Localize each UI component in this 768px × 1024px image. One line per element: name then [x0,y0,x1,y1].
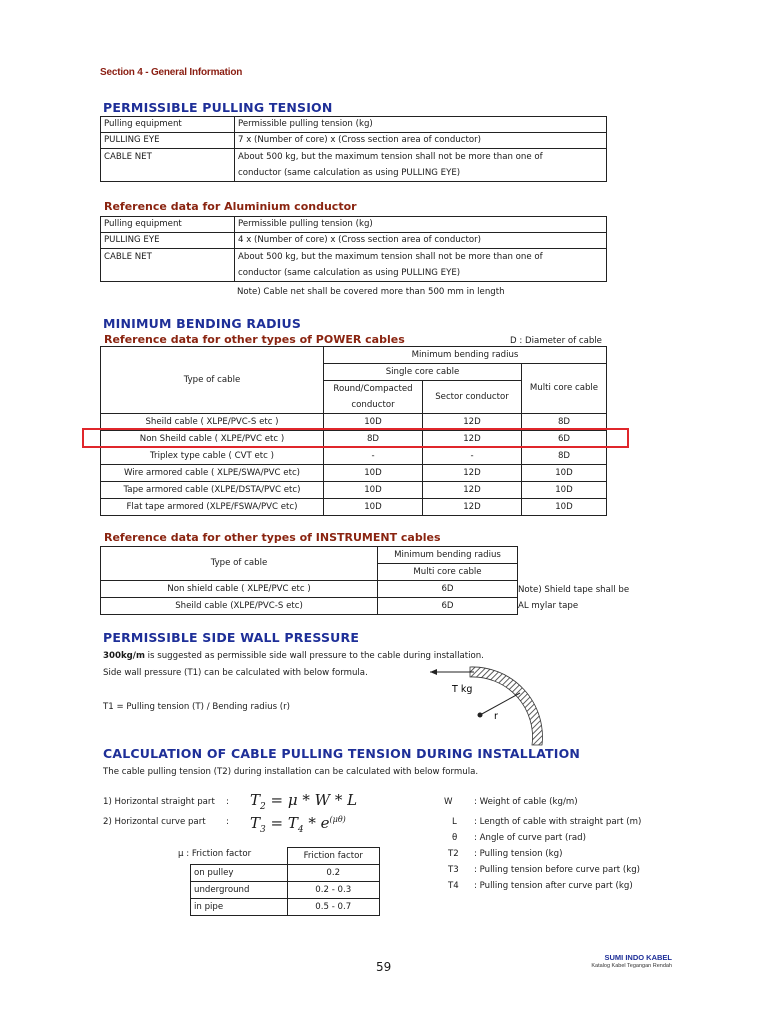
legend-symbol: T3 [448,865,459,875]
header-cell: Sector conductor [423,381,522,414]
table-cell: 0.2 [287,865,380,882]
header-cell: Minimum bending radius [324,347,607,364]
table-cell: underground [191,882,288,899]
table-cell: 10D [324,482,423,499]
formula-rest: = μ * W * L [265,791,358,809]
t-kg-label: T kg [452,684,473,695]
legend-desc: : Pulling tension after curve part (kg) [474,881,633,891]
part1-colon: : [226,797,229,807]
calc-heading: CALCULATION OF CABLE PULLING TENSION DURING INSTALLATION [103,746,581,761]
table-cell: 10D [324,414,423,431]
mu-label: μ : Friction factor [178,849,252,859]
cell-line: conductor [351,400,395,410]
table-cell: CABLE NET [101,249,235,282]
legend-symbol: T2 [448,849,459,859]
formula-rest: * e [303,814,330,832]
table-cell: 10D [324,499,423,516]
table-cell: 12D [423,431,522,448]
table-row [191,882,380,899]
header-cell: Type of cable [101,547,378,581]
legend-row [444,794,664,810]
header-cell: Minimum bending radius [378,547,518,564]
header-cell: Friction factor [287,848,380,865]
table-cell: 12D [423,414,522,431]
arrow-head [430,669,437,675]
bend-diagram [430,655,550,755]
legend-desc: : Angle of curve part (rad) [474,833,586,843]
table-cell: Pulling equipment [101,117,235,133]
aluminium-heading: Reference data for Aluminium conductor [104,200,357,213]
side-wall-rest: is suggested as permissible side wall pressure to the cable during installation. [144,651,484,661]
bend-arc [470,667,542,745]
part1-label: 1) Horizontal straight part [103,797,215,807]
table-cell: PULLING EYE [101,133,235,149]
legend-row [444,862,664,878]
table-cell: in pipe [191,899,288,916]
table-cell: 12D [423,499,522,516]
table-cell: CABLE NET [101,149,235,182]
variable-legend [444,794,664,894]
table-cell: on pulley [191,865,288,882]
legend-symbol: W [444,797,453,807]
instrument-heading: Reference data for other types of INSTRUMENT cables [104,531,441,544]
instrument-note-line1: Note) Shield tape shall be [518,585,630,595]
diameter-note: D : Diameter of cable [510,336,602,346]
table-cell: 4 x (Number of core) x (Cross section area of conductor) [235,233,607,249]
header-cell: Type of cable [101,347,324,414]
table-cell: 0.5 - 0.7 [287,899,380,916]
cell-line: conductor (same calculation as using PULLING EYE) [238,168,461,178]
legend-row [444,814,664,830]
part2-colon: : [226,817,229,827]
table-cell: Wire armored cable ( XLPE/SWA/PVC etc) [101,465,324,482]
header-cell: Single core cable [324,364,522,381]
page-number: 59 [376,960,392,974]
table-cell [235,249,607,282]
side-wall-heading: PERMISSIBLE SIDE WALL PRESSURE [103,630,360,645]
table-row [101,581,518,598]
table-cell: PULLING EYE [101,233,235,249]
table-cell: - [324,448,423,465]
legend-row [444,830,664,846]
table-row [101,598,518,615]
radius-line [480,693,520,715]
side-wall-bold: 300kg/m [103,651,145,661]
legend-row [444,846,664,862]
table-cell: 8D [522,448,607,465]
friction-table [190,847,380,916]
table-cell: Non Sheild cable ( XLPE/PVC etc ) [101,431,324,448]
side-wall-formula: T1 = Pulling tension (T) / Bending radius (r) [103,702,291,712]
bending-subheading: Reference data for other types of POWER cables [104,333,405,346]
table-cell: 8D [324,431,423,448]
formula-exp: (μθ) [329,815,346,824]
header-cell: Multi core cable [522,364,607,414]
table-cell: 6D [378,581,518,598]
table-row [101,133,607,149]
legend-desc: : Weight of cable (kg/m) [474,797,578,807]
header-cell [324,381,423,414]
side-wall-line2: Side wall pressure (T1) can be calculated with below formula. [103,668,368,678]
table-row [101,347,607,364]
table-cell: Permissible pulling tension (kg) [235,217,607,233]
legend-desc: : Pulling tension before curve part (kg) [474,865,640,875]
table-row [101,233,607,249]
table-row [101,217,607,233]
table-cell [191,848,288,865]
center-point [478,713,483,718]
instrument-note-line2: AL mylar tape [518,601,579,611]
table-cell: 10D [522,465,607,482]
table-cell [235,149,607,182]
table-row [191,899,380,916]
formula-curve [250,814,346,835]
table-row [101,482,607,499]
table-cell: Triplex type cable ( CVT etc ) [101,448,324,465]
table-row [101,117,607,133]
instrument-table [100,546,518,615]
table-row [191,865,380,882]
table-row [101,547,518,564]
header-cell: Multi core cable [378,564,518,581]
table-cell: Flat tape armored (XLPE/FSWA/PVC etc) [101,499,324,516]
table-row [191,848,380,865]
table-cell: 10D [522,499,607,516]
table-row [101,249,607,282]
table-cell: 12D [423,482,522,499]
cell-line: About 500 kg, but the maximum tension shall not be more than one of [238,152,543,162]
table-cell: Sheild cable (XLPE/PVC-S etc) [101,598,378,615]
table-row [101,499,607,516]
formula-straight [250,791,357,812]
cell-line: Round/Compacted [333,384,413,394]
calc-intro: The cable pulling tension (T2) during installation can be calculated with below formula. [103,767,479,777]
part2-label: 2) Horizontal curve part [103,817,206,827]
table-row [101,149,607,182]
table-cell: 0.2 - 0.3 [287,882,380,899]
pulling-tension-table [100,116,607,182]
cell-line: About 500 kg, but the maximum tension shall not be more than one of [238,252,543,262]
table-cell: Permissible pulling tension (kg) [235,117,607,133]
r-label: r [494,711,498,722]
legend-symbol: L [452,817,457,827]
legend-desc: : Pulling tension (kg) [474,849,563,859]
formula-sub: 4 [297,825,304,835]
legend-symbol: θ [452,833,458,843]
table-cell: Pulling equipment [101,217,235,233]
legend-desc: : Length of cable with straight part (m) [474,817,642,827]
legend-row [444,878,664,894]
table-cell: - [423,448,522,465]
formula-t: T [250,814,261,832]
aluminium-note: Note) Cable net shall be covered more than 500 mm in length [237,287,505,297]
brand-subtitle: Katalog Kabel Tegangan Rendah [591,963,672,969]
brand-logo-text: SUMI INDO KABEL [604,953,672,962]
cell-line: conductor (same calculation as using PULLING EYE) [238,268,461,278]
table-cell: 10D [522,482,607,499]
side-wall-line1 [103,648,484,664]
table-row [101,448,607,465]
bending-heading: MINIMUM BENDING RADIUS [103,316,302,331]
table-cell: 6D [522,431,607,448]
formula-sub: 3 [260,825,266,835]
highlight-box [82,428,629,448]
table-cell: 8D [522,414,607,431]
formula-rest: = T [265,814,298,832]
formula-sub: 2 [260,802,266,812]
table-row [101,465,607,482]
table-cell: 12D [423,465,522,482]
table-cell: 6D [378,598,518,615]
table-cell: 10D [324,465,423,482]
pulling-tension-heading: PERMISSIBLE PULLING TENSION [103,100,333,115]
section-label: Section 4 - General Information [100,67,243,78]
formula-t: T [250,791,261,809]
aluminium-table [100,216,607,282]
legend-symbol: T4 [448,881,459,891]
table-cell: Sheild cable ( XLPE/PVC-S etc ) [101,414,324,431]
table-cell: Non shield cable ( XLPE/PVC etc ) [101,581,378,598]
table-cell: Tape armored cable (XLPE/DSTA/PVC etc) [101,482,324,499]
table-cell: 7 x (Number of core) x (Cross section area of conductor) [235,133,607,149]
